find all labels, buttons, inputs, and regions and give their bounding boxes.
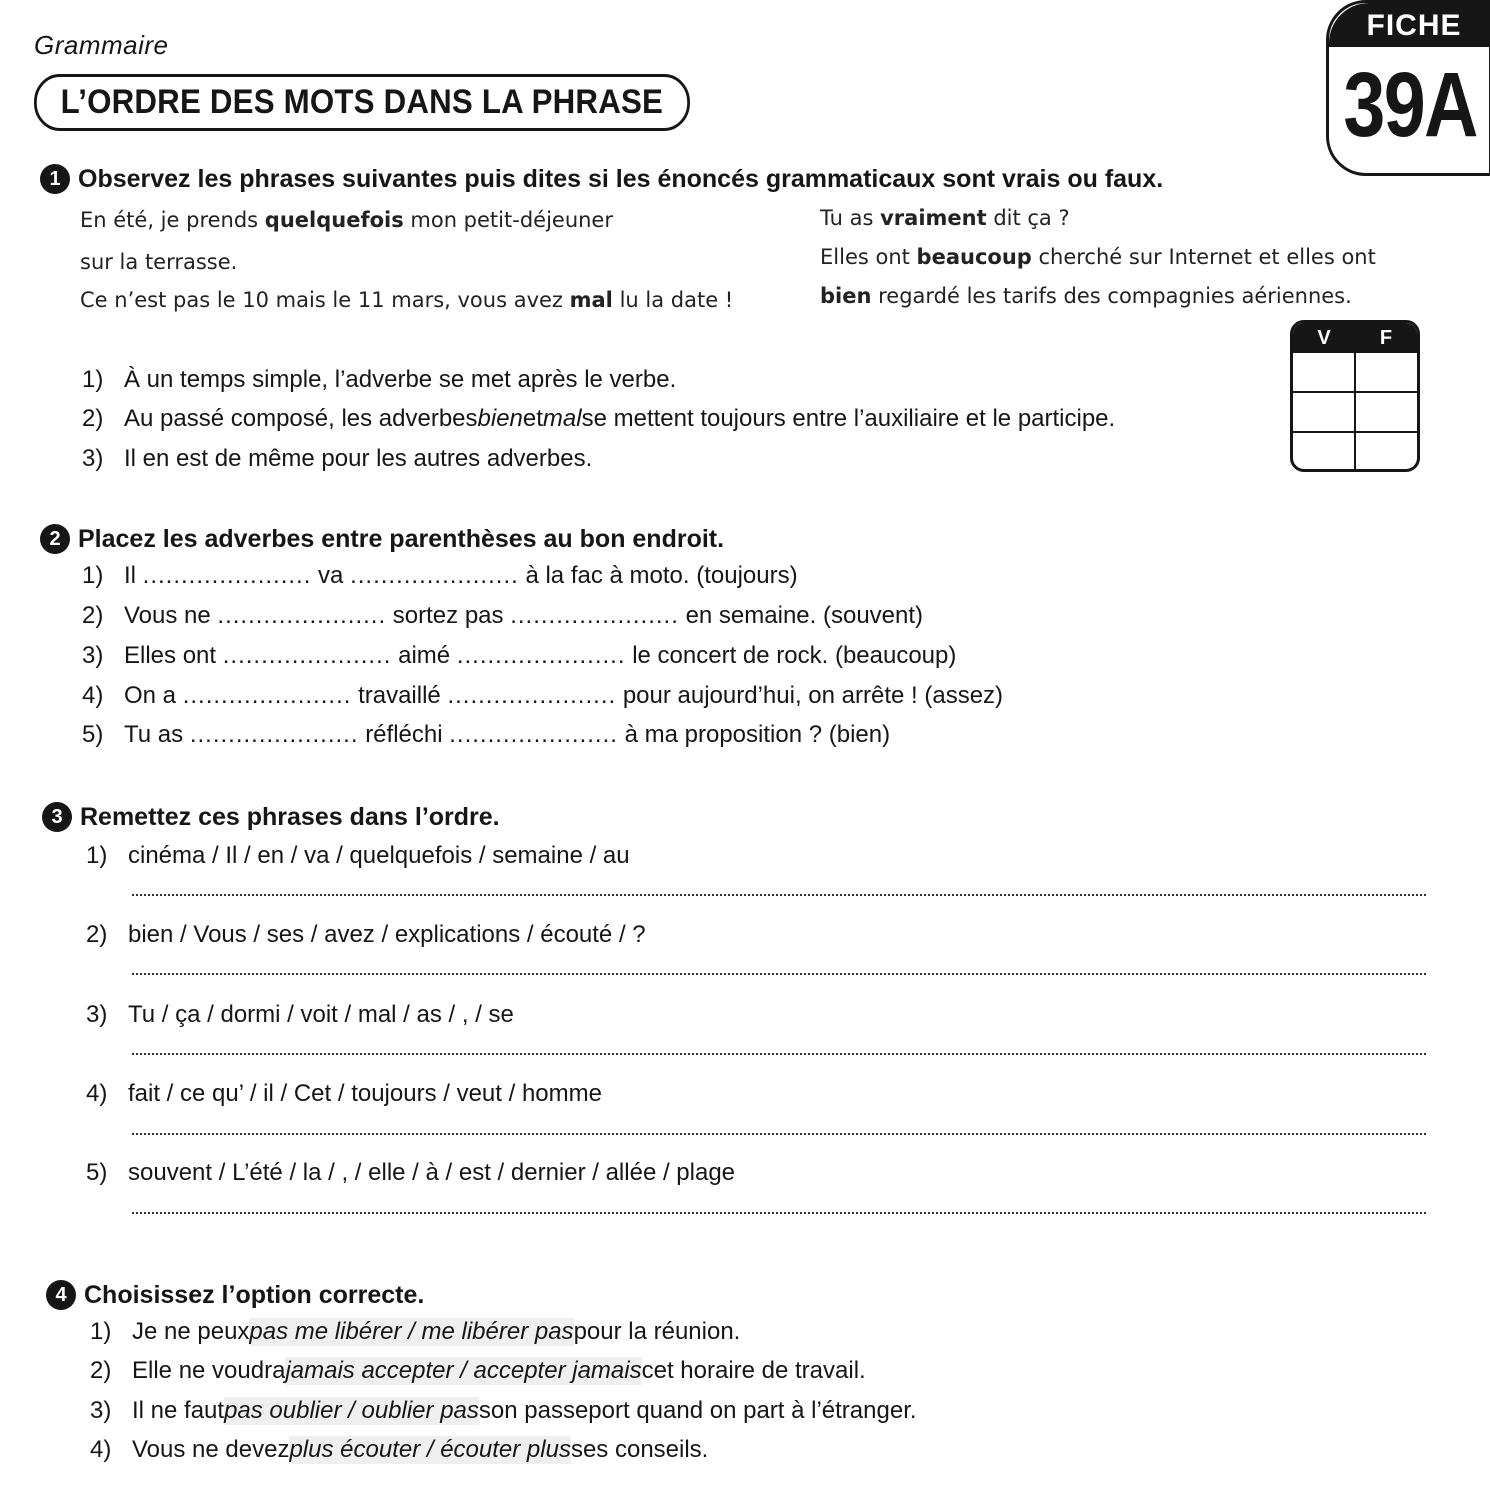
section-label: Grammaire [34,30,169,60]
ex4-item-2: 2) Elle ne voudra jamais accepter / accepter jamais cet horaire de travail. [90,1357,866,1384]
vf-cell-2-f[interactable] [1354,393,1417,431]
ex3-item-4: 4) fait / ce qu’ / il / Cet / toujours / veut / homme [86,1080,602,1107]
exercise-1-instruction: Observez les phrases suivantes puis dites si les énoncés grammaticaux sont vrais ou faux. [78,164,1164,193]
option-choice[interactable]: pas oublier / oublier pas [224,1397,479,1424]
answer-line-5[interactable] [132,1212,1426,1214]
vf-cell-2-v[interactable] [1293,393,1354,431]
exercise-3-heading [42,802,500,832]
false-column-header: F [1379,327,1393,349]
true-false-grid [1290,320,1420,472]
example-line-right-2: Elles ont beaucoup cherché sur Internet et elles ont [820,245,1376,269]
example-line-right-1: Tu as vraiment dit ça ? [820,206,1070,230]
exercise-number-badge: 2 [40,524,70,554]
true-column-header: V [1317,327,1331,349]
exercise-2-instruction: Placez les adverbes entre parenthèses au bon endroit. [78,524,725,553]
answer-line-4[interactable] [132,1133,1426,1135]
answer-line-1[interactable] [132,894,1426,896]
example-line-left-1: En été, je prends quelquefois mon petit-déjeuner [80,208,613,232]
vf-cell-1-f[interactable] [1354,353,1417,391]
exercise-4-instruction: Choisissez l’option correcte. [84,1280,425,1309]
exercise-number-badge: 3 [42,802,72,832]
fiche-badge [1326,0,1490,176]
ex3-item-5: 5) souvent / L’été / la / , / elle / à / est / dernier / allée / plage [86,1159,736,1186]
option-choice[interactable]: plus écouter / écouter plus [289,1436,571,1463]
vf-cell-3-f[interactable] [1354,433,1417,471]
vf-cell-3-v[interactable] [1293,433,1354,471]
ex3-item-3: 3) Tu / ça / dormi / voit / mal / as / , / se [86,1001,514,1028]
ex4-item-3: 3) Il ne faut pas oublier / oublier pas son passeport quand on part à l’étranger. [90,1397,917,1424]
exercise-1-heading [40,164,1163,194]
ex4-item-1: 1) Je ne peux pas me libérer / me libérer pas pour la réunion. [90,1318,741,1345]
fiche-label: FICHE [1329,3,1489,47]
example-line-left-3: Ce n’est pas le 10 mais le 11 mars, vous avez mal lu la date ! [80,288,734,312]
answer-line-2[interactable] [132,973,1426,975]
example-line-right-3: bien regardé les tarifs des compagnies aériennes. [820,284,1352,308]
ex2-item-1: 1) Il ...................... va ...................... à la fac à moto. (toujours) [82,562,798,589]
answer-line-3[interactable] [132,1053,1426,1055]
exercise-number-badge: 1 [40,164,70,194]
ex2-item-2: 2) Vous ne ...................... sortez pas ...................... en semaine. (souvent) [82,602,924,629]
ex2-item-3: 3) Elles ont ...................... aimé ...................... le concert de rock. (beaucoup) [82,642,957,669]
example-line-left-2: sur la terrasse. [80,250,238,274]
exercise-number-badge: 4 [46,1280,76,1310]
statement-2: 2) Au passé composé, les adverbes bien et mal se mettent toujours entre l’auxiliaire et le participe. [82,405,1116,432]
vf-cell-1-v[interactable] [1293,353,1354,391]
ex3-item-2: 2) bien / Vous / ses / avez / explications / écouté / ? [86,921,646,948]
option-choice[interactable]: jamais accepter / accepter jamais [285,1357,642,1384]
exercise-2-heading [40,524,724,554]
fiche-number: 39A [1343,54,1477,156]
option-choice[interactable]: pas me libérer / me libérer pas [249,1318,574,1345]
ex4-item-4: 4) Vous ne devez plus écouter / écouter plus ses conseils. [90,1436,709,1463]
ex3-item-1: 1) cinéma / Il / en / va / quelquefois / semaine / au [86,842,630,869]
ex2-item-5: 5) Tu as ...................... réfléchi ...................... à ma proposition ? (bien) [82,721,891,748]
exercise-3-instruction: Remettez ces phrases dans l’ordre. [80,802,500,831]
statement-3: 3) Il en est de même pour les autres adverbes. [82,445,593,472]
ex2-item-4: 4) On a ...................... travaillé ...................... pour aujourd’hui, on arrête ! (assez) [82,682,1004,709]
page-title: L’ORDRE DES MOTS DANS LA PHRASE [34,74,690,131]
exercise-4-heading [46,1280,424,1310]
statement-1: 1) À un temps simple, l’adverbe se met après le verbe. [82,366,677,393]
